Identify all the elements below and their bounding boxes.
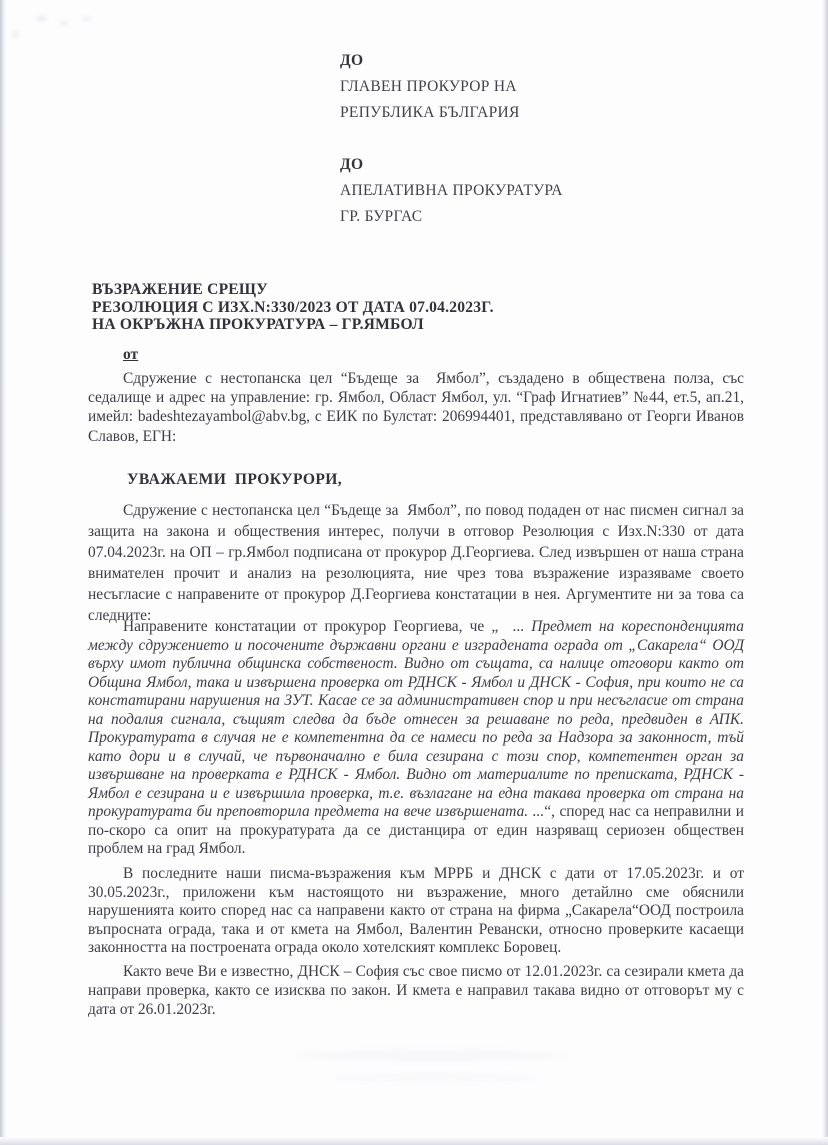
quoted-resolution-text: Предмет на кореспонденцията между сдружението и посочените държавни органи е изградената ограда от „Сакарела“ ООД върху имот публична общинска собственост. Видно от същата, са налице отговори както от Община Ямбол, така и извършена проверка от РДНСК - Ямбол и ДНСК - София, при които не са констатирани нарушения на ЗУТ. Касае се за административен спор и при несъгласие от страна на подалия сигнала, същият следва да бъде отнесен за решаване по реда, предвиден в АПК. Прокуратурата в случая не е компетентна да се намеси по реда за Надзора за законност, тъй като дори и в случай, че първоначално е била сезирана с този спор, компетентен орган за извършване на проверката е РДНСК - Ямбол. Видно от материалите по преписката, РДНСК - Ямбол е сезирана и е извършила проверка, т.е. възлагане на една такава проверка от страна на прокуратурата би преповторила предмета на вече извършената. ... [88,618,744,820]
subject-line: РЕЗОЛЮЦИЯ С ИЗХ.N:330/2023 ОТ ДАТА 07.04.2023Г. [92,298,494,316]
ink-bleed-ghost [300,1050,570,1061]
subject-line: НА ОКРЪЖНА ПРОКУРАТУРА – ГР.ЯМБОЛ [92,316,424,334]
quote-outro-text: “, според нас са неправилни и по-скоро са опит на прокуратурата да се дистанцира от един назряващ сериозен обществен проблем на град Ямбол. [88,803,744,857]
recipient-line: АПЕЛАТИВНА ПРОКУРАТУРА [340,182,563,199]
recipient-block-chief-prosecutor [340,48,520,126]
scan-edge-bottom [0,1137,828,1145]
body-paragraph-dnsk: Както вече Ви е известно, ДНСК – София със свое писмо от 12.01.2023г. са сезирали кмета да направи проверка, както се изисква по закон. И кмета е направил такава видно от отговорът му с дата от 26.01.2023г. [88,963,744,1018]
recipient-line: РЕПУБЛИКА БЪЛГАРИЯ [340,104,520,121]
quoted-resolution-paragraph [88,618,744,859]
recipient-line: ГЛАВЕН ПРОКУРОР НА [340,78,517,95]
recipient-salutation: ДО [340,52,364,69]
scan-edge-left [0,0,6,1145]
quote-intro-text: Направените констатации от прокурор Георгиева, че „ ... [123,618,532,635]
pencil-smudge [13,30,18,39]
from-label: от [123,346,139,363]
scan-edge-right [822,0,828,1145]
pencil-smudge [60,21,68,26]
salutation-heading: УВАЖАЕМИ ПРОКУРОРИ, [127,471,343,488]
pencil-smudge [82,17,91,21]
recipient-block-appellate-prosecution [340,152,563,230]
recipient-line: ГР. БУРГАС [340,208,423,225]
document-subject [92,281,494,334]
recipient-salutation: ДО [340,156,364,173]
body-paragraph-letters: В последните наши писма-възражения към МРРБ и ДНСК с дати от 17.05.2023г. и от 30.05.2023г., приложени към настоящото ни възражение, много детайлно сме обяснили нарушенията които според нас са направени както от страна на фирма „Сакарела“ООД построила въпросната ограда, така и от кмета на Ямбол, Валентин Ревански, относно проверките касаещи законността на построената ограда около хотелският комплекс Боровец. [88,865,744,957]
subject-line: ВЪЗРАЖЕНИЕ СРЕЩУ [92,281,268,298]
pencil-smudge [36,16,47,21]
body-paragraph-intro: Сдружение с нестопанска цел “Бъдеще за Ямбол”, по повод подаден от нас писмен сигнал за защита на закона и обществения интерес, получи в отговор Резолюция с Изх.N:330 от дата 07.04.2023г. на ОП – гр.Ямбол подписана от прокурор Д.Георгиева. След извършен от наша страна внимателен прочит и анализ на резолюцията, ние чрез това възражение изразяваме своето несъгласие с направените от прокурор Д.Георгиева констатации в нея. Аргументите ни за това са следните: [88,502,744,624]
ink-bleed-ghost [330,1073,540,1082]
sender-identification-paragraph: Сдружение с нестопанска цел “Бъдеще за Ямбол”, създадено в обществена полза, със седалище и адрес на управление: гр. Ямбол, Област Ямбол, ул. “Граф Игнатиев” №44, ет.5, ап.21, имейл: badeshtezayambol@abv.bg, с ЕИК по Булстат: 206994401, представлявано от Георги Иванов Славов, ЕГН: [88,370,744,445]
